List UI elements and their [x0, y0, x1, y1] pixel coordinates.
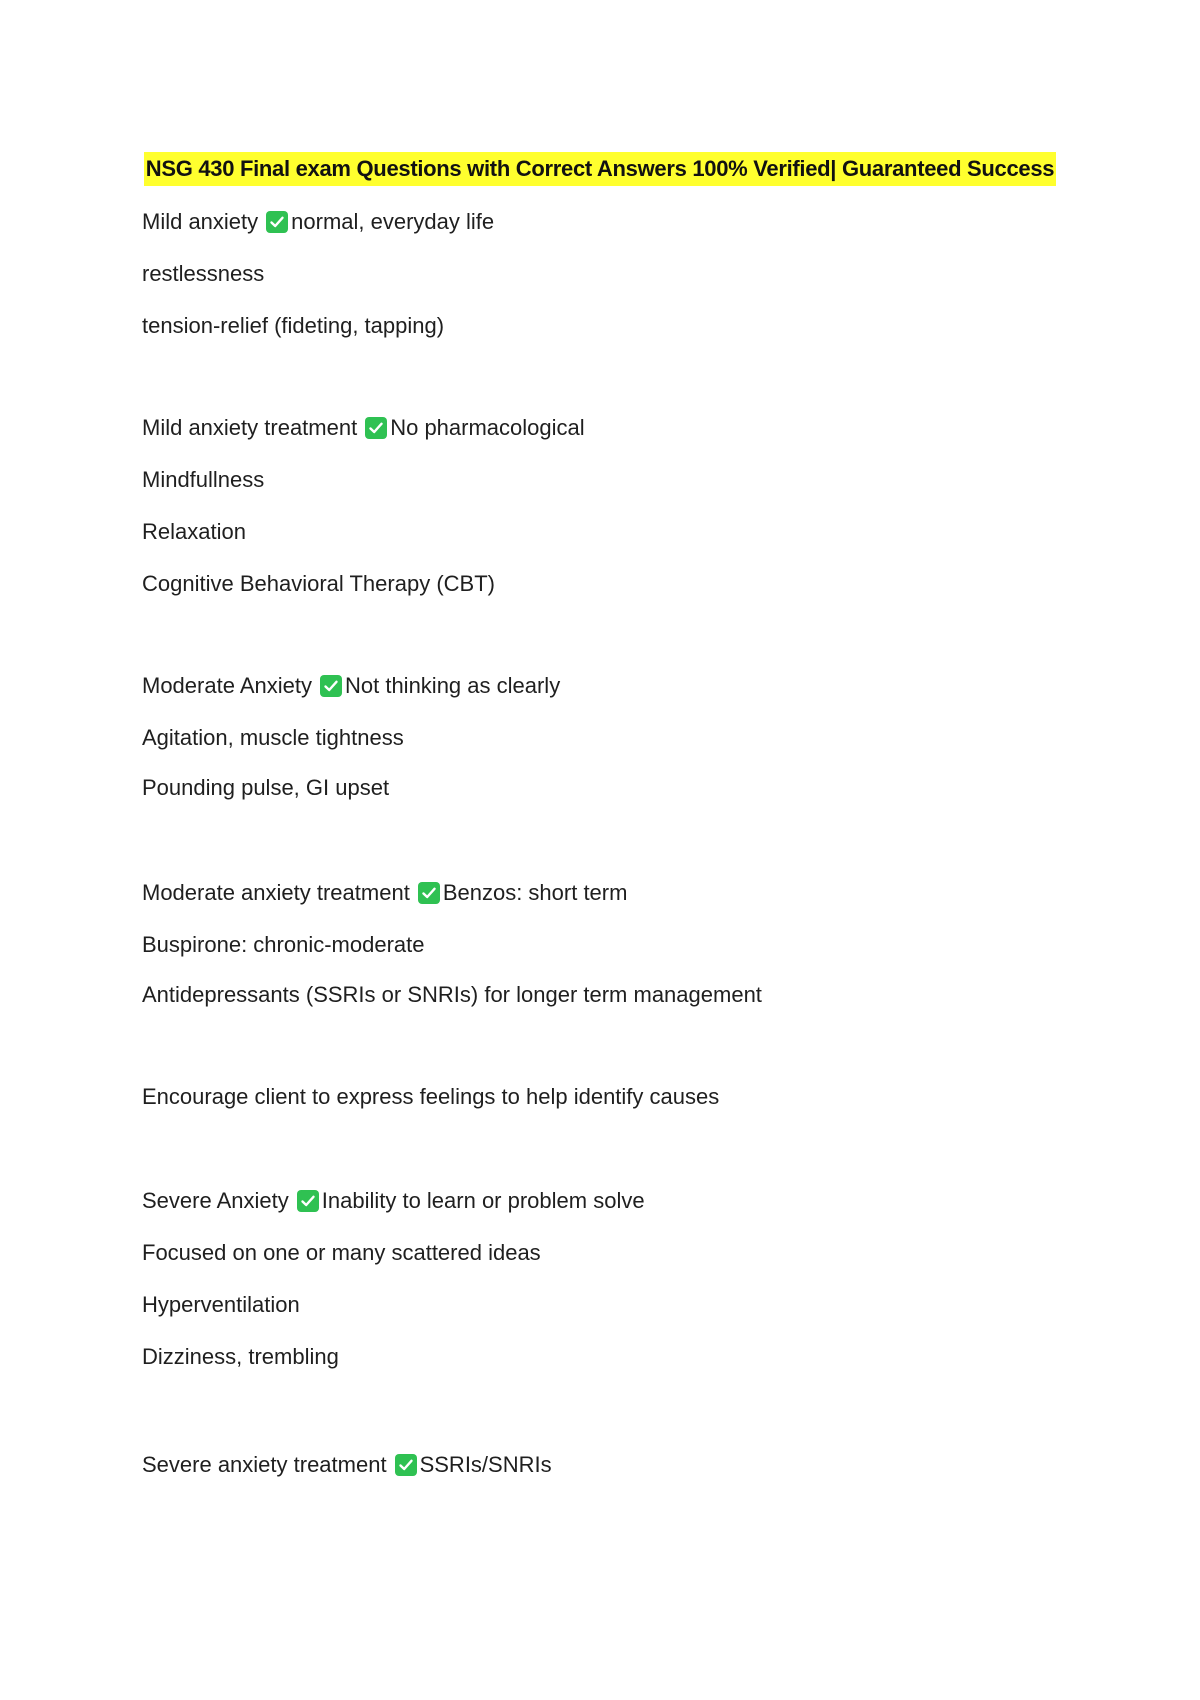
term-text: Moderate anxiety treatment: [142, 880, 410, 905]
flashcard-question-line: [142, 672, 1102, 700]
term-text: Severe Anxiety: [142, 1188, 289, 1213]
check-mark-button-icon: [297, 1190, 319, 1212]
answer-text: Inability to learn or problem solve: [321, 1188, 645, 1213]
title-container: [0, 152, 1200, 186]
check-mark-button-icon: [365, 417, 387, 439]
check-mark-button-icon: [395, 1454, 417, 1476]
flashcard-question-line: [142, 208, 1102, 236]
detail-line: Pounding pulse, GI upset: [142, 775, 390, 800]
answer-text: Not thinking as clearly: [344, 673, 561, 698]
document-title: NSG 430 Final exam Questions with Correct Answers 100% Verified| Guaranteed Success: [144, 152, 1056, 186]
detail-line: Dizziness, trembling: [142, 1344, 339, 1369]
answer-text: No pharmacological: [390, 415, 585, 440]
detail-line: Focused on one or many scattered ideas: [142, 1240, 541, 1265]
check-mark-button-icon: [418, 882, 440, 904]
check-mark-button-icon: [266, 211, 288, 233]
flashcard-question-line: [142, 1451, 1102, 1479]
term-text: Severe anxiety treatment: [142, 1452, 387, 1477]
detail-line: Antidepressants (SSRIs or SNRIs) for longer term management: [142, 982, 762, 1007]
term-text: Mild anxiety: [142, 209, 259, 234]
detail-line: Hyperventilation: [142, 1292, 300, 1317]
document-content: [142, 208, 1102, 1479]
detail-line: restlessness: [142, 261, 265, 286]
answer-text: Benzos: short term: [442, 880, 628, 905]
detail-line: Agitation, muscle tightness: [142, 725, 404, 750]
detail-line: tension-relief (fideting, tapping): [142, 313, 445, 338]
term-text: Moderate Anxiety: [142, 673, 312, 698]
detail-line: Encourage client to express feelings to help identify causes: [142, 1084, 720, 1109]
flashcard-question-line: [142, 879, 1102, 907]
detail-line: Cognitive Behavioral Therapy (CBT): [142, 571, 495, 596]
term-text: Mild anxiety treatment: [142, 415, 358, 440]
detail-line: Relaxation: [142, 519, 246, 544]
answer-text: SSRIs/SNRIs: [419, 1452, 552, 1477]
flashcard-question-line: [142, 414, 1102, 442]
detail-line: Mindfullness: [142, 467, 265, 492]
detail-line: Buspirone: chronic-moderate: [142, 932, 425, 957]
flashcard-question-line: [142, 1187, 1102, 1215]
check-mark-button-icon: [320, 675, 342, 697]
answer-text: normal, everyday life: [291, 209, 495, 234]
